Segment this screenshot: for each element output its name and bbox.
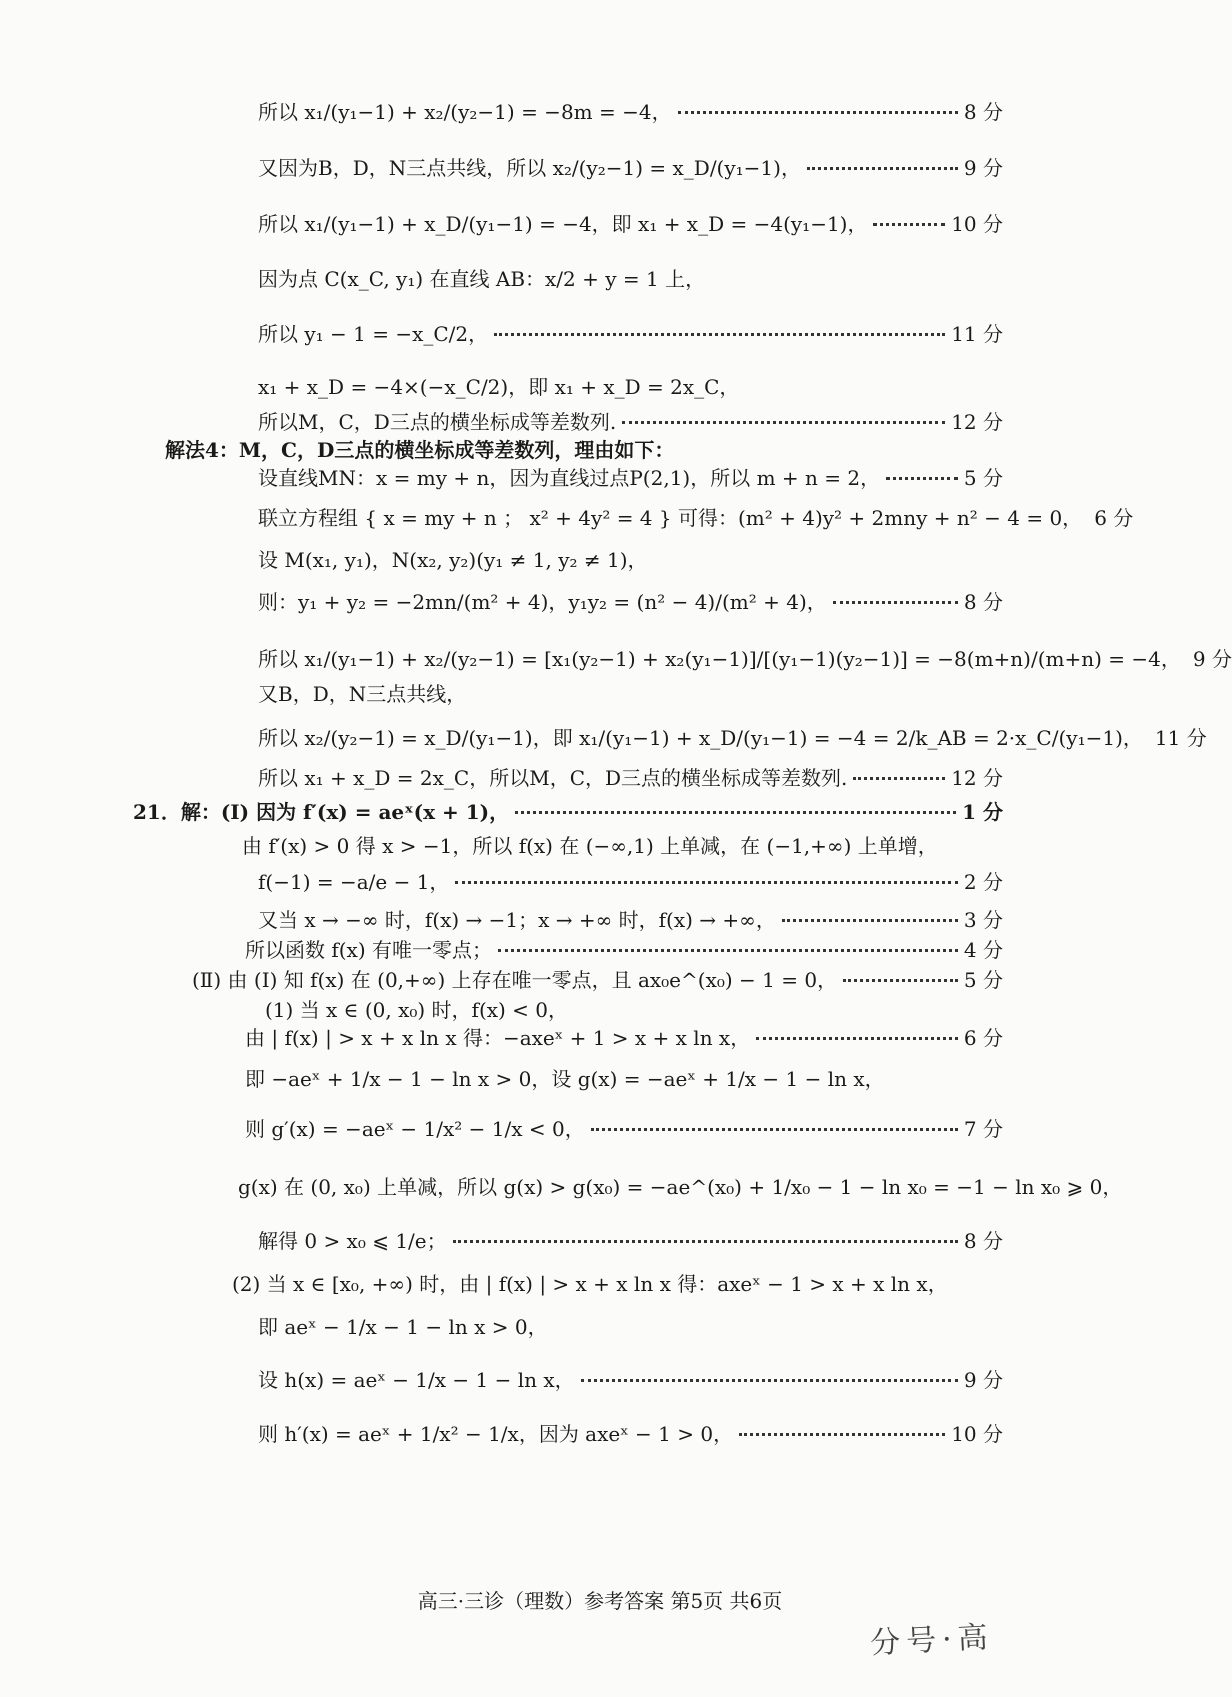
dot-leader [886,477,958,480]
score-label: 8 分 [963,99,1003,124]
score-label: 1 分 [962,799,1003,824]
score-label: 4 分 [963,937,1003,962]
solution-line: (1) 当 x ∈ (0, x₀) 时，f(x) < 0， [265,997,569,1022]
solution-line: 又因为B，D，N三点共线，所以 x₂/(y₂−1) = x_D/(y₁−1)， 9 分 [258,144,1003,188]
solution-line: 所以 x₂/(y₂−1) = x_D/(y₁−1)，即 x₁/(y₁−1) + x_D/(y₁−1) = −4 = 2/k_AB = 2·x_C/(y₁−1)， 11 分 [258,714,1003,758]
dot-leader [739,1433,945,1436]
dot-leader [782,919,958,922]
dot-leader [581,1379,958,1382]
handwritten-mark: 分号·高 [869,1619,995,1662]
score-label: 3 分 [963,907,1003,932]
score-label: 9 分 [963,155,1003,180]
solution-line: 联立方程组 { x = my + n ； x² + 4y² = 4 } 可得：(m² + 4)y² + 2mny + n² − 4 = 0， 6 分 [258,494,1003,538]
score-label: 11 分 [1154,725,1207,750]
solution-line: 即 −aeˣ + 1/x − 1 − ln x > 0，设 g(x) = −aeˣ + 1/x − 1 − ln x， [245,1066,885,1091]
solution-line: 即 aeˣ − 1/x − 1 − ln x > 0， [258,1314,548,1339]
solution-line: f(−1) = −a/e − 1， 2 分 [258,858,1003,902]
dot-leader [853,777,945,780]
solution-line: 由 f′(x) > 0 得 x > −1，所以 f(x) 在 (−∞,1) 上单减，在 (−1,+∞) 上单增， [242,833,938,858]
score-label: 6 分 [963,1025,1003,1050]
score-label: 10 分 [951,211,1003,236]
dot-leader [807,167,958,170]
dot-leader [591,1128,958,1131]
solution-line: 所以 x₁/(y₁−1) + x_D/(y₁−1) = −4，即 x₁ + x_D = −4(y₁−1)， 10 分 [258,200,1003,244]
solution-line: (2) 当 x ∈ [x₀, +∞) 时，由 | f(x) | > x + x ln x 得：axeˣ − 1 > x + x ln x， [232,1271,948,1296]
dot-leader [515,811,956,814]
dot-leader [873,223,945,226]
solution-line: 则 g′(x) = −aeˣ − 1/x² − 1/x < 0， 7 分 [245,1105,1003,1149]
score-label: 8 分 [963,1228,1003,1253]
score-label: 9 分 [1192,646,1232,671]
score-label: 5 分 [963,967,1003,992]
score-label: 9 分 [963,1367,1003,1392]
solution-line: 所以 x₁/(y₁−1) + x₂/(y₂−1) = [x₁(y₂−1) + x₂(y₁−1)]/[(y₁−1)(y₂−1)] = −8(m+n)/(m+n) = −4， 9 分 [258,635,1003,679]
solution-line: 又B，D，N三点共线， [258,681,467,706]
solution-line: 设 M(x₁, y₁)，N(x₂, y₂)(y₁ ≠ 1, y₂ ≠ 1)， [258,547,648,572]
dot-leader [833,601,958,604]
score-label: 12 分 [951,409,1003,434]
score-label: 8 分 [963,589,1003,614]
dot-leader [455,881,957,884]
solution-line: 所以函数 f(x) 有唯一零点； 4 分 [245,926,1003,970]
page-footer: 高三·三诊（理数）参考答案 第5页 共6页 [417,1589,783,1613]
score-label: 11 分 [951,321,1003,346]
solution-line: 则：y₁ + y₂ = −2mn/(m² + 4)，y₁y₂ = (n² − 4)/(m² + 4)， 8 分 [258,578,1003,622]
question-21-heading: 21．解：(Ⅰ) 因为 f′(x) = aeˣ(x + 1)， 1 分 [133,788,1003,832]
dot-leader [498,949,958,952]
dot-leader [622,421,945,424]
solution-line: 设 h(x) = aeˣ − 1/x − 1 − ln x， 9 分 [258,1356,1003,1400]
solution-line: 所以 y₁ − 1 = −x_C/2， 11 分 [258,310,1003,354]
dot-leader [453,1240,958,1243]
score-label: 2 分 [963,869,1003,894]
solution-line: 解得 0 > x₀ ⩽ 1/e； 8 分 [258,1217,1003,1261]
solution-line: 又当 x → −∞ 时，f(x) → −1；x → +∞ 时，f(x) → +∞， 3 分 [258,896,1003,940]
solution-line: 所以 x₁/(y₁−1) + x₂/(y₂−1) = −8m = −4， 8 分 [258,88,1003,132]
solution-line: (Ⅱ) 由 (Ⅰ) 知 f(x) 在 (0,+∞) 上存在唯一零点，且 ax₀e^(x₀) − 1 = 0， 5 分 [192,956,1003,1000]
solution-line: 则 h′(x) = aeˣ + 1/x² − 1/x，因为 axeˣ − 1 > 0， 10 分 [258,1410,1003,1454]
solution-line: 由 | f(x) | > x + x ln x 得：−axeˣ + 1 > x + x ln x， 6 分 [245,1014,1003,1058]
score-label: 5 分 [963,465,1003,490]
solution-line: 所以M，C，D三点的横坐标成等差数列. 12 分 [258,398,1003,442]
solution-line: 因为点 C(x_C, y₁) 在直线 AB：x/2 + y = 1 上， [258,266,706,291]
solution-line: x₁ + x_D = −4×(−x_C/2)，即 x₁ + x_D = 2x_C， [258,374,740,399]
dot-leader [756,1037,958,1040]
solution-line: 设直线MN：x = my + n，因为直线过点P(2,1)，所以 m + n = 2， 5 分 [258,454,1003,498]
score-label: 7 分 [963,1116,1003,1141]
dot-leader [494,333,945,336]
dot-leader [843,979,958,982]
method-heading: 解法4：M，C，D三点的横坐标成等差数列，理由如下： [165,437,675,462]
score-label: 10 分 [951,1421,1003,1446]
solution-line: g(x) 在 (0, x₀) 上单减，所以 g(x) > g(x₀) = −ae^(x₀) + 1/x₀ − 1 − ln x₀ = −1 − ln x₀ ⩾ 0， [238,1174,1123,1199]
solution-line: 所以 x₁ + x_D = 2x_C，所以M，C，D三点的横坐标成等差数列. 12 分 [258,754,1003,798]
score-label: 6 分 [1094,505,1134,530]
score-label: 12 分 [951,765,1003,790]
dot-leader [678,111,958,114]
